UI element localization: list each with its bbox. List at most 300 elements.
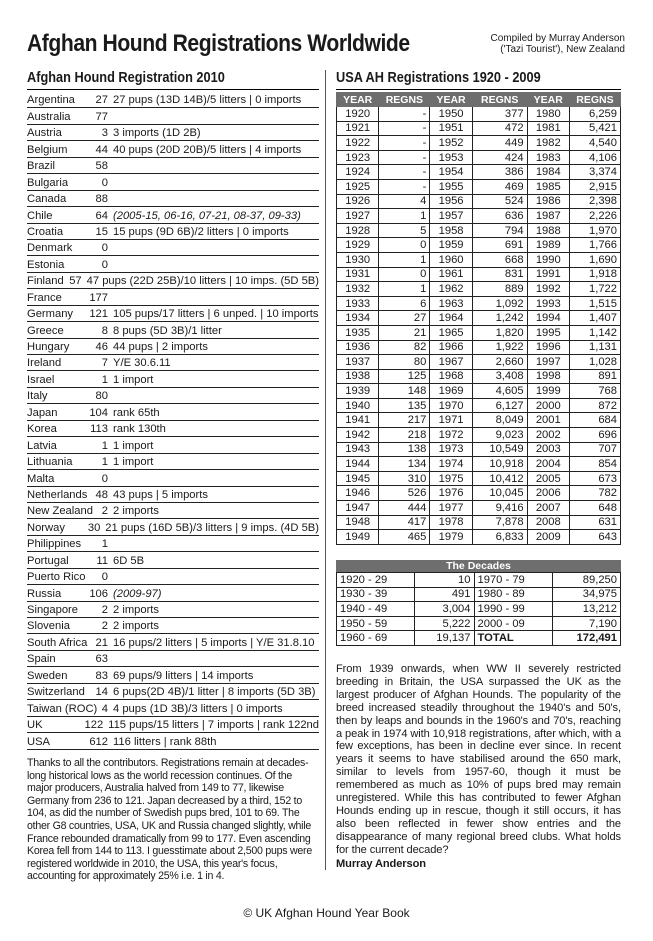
year-cell: 1958 bbox=[430, 223, 472, 238]
decade-total: 7,190 bbox=[552, 616, 620, 631]
table-row bbox=[337, 384, 621, 399]
year-cell: 1964 bbox=[430, 311, 472, 326]
registrations-cell: 2,398 bbox=[569, 194, 620, 209]
year-cell: 1926 bbox=[337, 194, 379, 209]
country-row bbox=[27, 92, 319, 108]
column-header: REGNS bbox=[472, 93, 527, 107]
right-heading-rule bbox=[336, 89, 621, 90]
registrations-cell: 386 bbox=[472, 165, 527, 180]
year-cell: 2004 bbox=[527, 457, 569, 472]
registrations-cell: 1,722 bbox=[569, 282, 620, 297]
country-detail: 6D 5B bbox=[113, 554, 145, 567]
registrations-cell: 1 bbox=[379, 209, 430, 224]
registrations-cell: 891 bbox=[569, 369, 620, 384]
table-row bbox=[337, 121, 621, 136]
registrations-cell: 648 bbox=[569, 501, 620, 516]
registrations-cell: 469 bbox=[472, 179, 527, 194]
year-cell: 1952 bbox=[430, 136, 472, 151]
country-count: 58 bbox=[95, 160, 108, 173]
table-row bbox=[337, 296, 621, 311]
registrations-cell: 10,412 bbox=[472, 471, 527, 486]
country-name: UK bbox=[27, 719, 43, 732]
country-name: Japan bbox=[27, 406, 58, 419]
country-count: 46 bbox=[95, 341, 108, 353]
country-detail: 1 import bbox=[113, 373, 154, 386]
year-cell: 1934 bbox=[337, 311, 379, 326]
registrations-cell: 6,259 bbox=[569, 107, 620, 122]
country-name: Greece bbox=[27, 324, 64, 337]
usa-registrations-heading: USA AH Registrations 1920 - 2009 bbox=[336, 70, 541, 86]
registrations-cell: 1,970 bbox=[569, 223, 620, 238]
registrations-cell: 8,049 bbox=[472, 413, 527, 428]
year-cell: 2005 bbox=[527, 471, 569, 486]
country-detail: 44 pups | 2 imports bbox=[113, 341, 208, 353]
usa-table-body bbox=[337, 107, 621, 545]
country-detail: (2005-15, 06-16, 07-21, 08-37, 09-33) bbox=[113, 209, 301, 222]
table-row bbox=[337, 530, 621, 545]
table-row bbox=[337, 179, 621, 194]
year-cell: 1946 bbox=[337, 486, 379, 501]
registrations-cell: - bbox=[379, 121, 430, 136]
registrations-cell: 2,226 bbox=[569, 209, 620, 224]
registrations-cell: 668 bbox=[472, 252, 527, 267]
left-heading-rule bbox=[27, 89, 319, 90]
decade-label: 1930 - 39 bbox=[337, 587, 415, 602]
registrations-cell: 1 bbox=[379, 252, 430, 267]
table-row bbox=[337, 486, 621, 501]
country-row bbox=[27, 174, 319, 190]
registrations-cell: - bbox=[379, 150, 430, 165]
country-detail: 21 pups (16D 5B)/3 litters | 9 imps. (4D 5B) bbox=[105, 521, 319, 534]
country-name: Austria bbox=[27, 127, 62, 140]
country-count: 0 bbox=[101, 472, 108, 485]
decade-label: 1990 - 99 bbox=[474, 602, 552, 617]
country-count: 122 bbox=[84, 719, 104, 732]
registrations-cell: 80 bbox=[379, 355, 430, 370]
country-row bbox=[27, 273, 319, 289]
registrations-cell: 854 bbox=[569, 457, 620, 472]
year-cell: 1982 bbox=[527, 136, 569, 151]
country-count: 0 bbox=[101, 176, 108, 189]
year-cell: 1962 bbox=[430, 282, 472, 297]
country-row bbox=[27, 240, 319, 256]
registrations-cell: 6 bbox=[379, 296, 430, 311]
year-cell: 1954 bbox=[430, 165, 472, 180]
country-row bbox=[27, 421, 319, 437]
country-name: France bbox=[27, 291, 62, 304]
year-cell: 1949 bbox=[337, 530, 379, 545]
year-cell: 1977 bbox=[430, 501, 472, 516]
country-row bbox=[27, 141, 319, 157]
decades-table bbox=[336, 572, 621, 646]
country-detail: 43 pups | 5 imports bbox=[113, 488, 208, 501]
country-row bbox=[27, 125, 319, 141]
country-name: Switzerland bbox=[27, 686, 85, 699]
table-row bbox=[337, 457, 621, 472]
table-row bbox=[337, 282, 621, 297]
column-divider bbox=[325, 70, 326, 870]
decade-label: 1980 - 89 bbox=[474, 587, 552, 602]
year-cell: 1942 bbox=[337, 428, 379, 443]
year-cell: 1922 bbox=[337, 136, 379, 151]
decade-total: 34,975 bbox=[552, 587, 620, 602]
country-row bbox=[27, 108, 319, 124]
country-count: 0 bbox=[101, 242, 108, 255]
registrations-cell: - bbox=[379, 136, 430, 151]
decades-title: The Decades bbox=[336, 560, 621, 572]
year-cell: 2007 bbox=[527, 501, 569, 516]
year-cell: 1953 bbox=[430, 150, 472, 165]
country-detail: 116 litters | rank 88th bbox=[113, 735, 217, 748]
year-cell: 2008 bbox=[527, 515, 569, 530]
registrations-cell: 218 bbox=[379, 428, 430, 443]
country-count: 2 bbox=[101, 505, 108, 518]
country-count: 15 bbox=[95, 225, 108, 238]
country-detail: 1 import bbox=[113, 439, 154, 452]
country-row bbox=[27, 256, 319, 272]
country-count: 2 bbox=[101, 620, 108, 633]
year-cell: 1930 bbox=[337, 252, 379, 267]
country-row bbox=[27, 717, 319, 733]
registrations-cell: 10,918 bbox=[472, 457, 527, 472]
country-name: Sweden bbox=[27, 669, 68, 682]
country-name: Taiwan (ROC) bbox=[27, 702, 98, 715]
year-cell: 1927 bbox=[337, 209, 379, 224]
registrations-cell: 872 bbox=[569, 398, 620, 413]
decade-row bbox=[337, 631, 621, 646]
year-cell: 1938 bbox=[337, 369, 379, 384]
table-row bbox=[337, 398, 621, 413]
decade-label: 1920 - 29 bbox=[337, 573, 415, 588]
table-row bbox=[337, 107, 621, 122]
compiled-by bbox=[445, 33, 625, 55]
country-name: Germany bbox=[27, 308, 74, 321]
registrations-cell: 684 bbox=[569, 413, 620, 428]
registrations-cell: 135 bbox=[379, 398, 430, 413]
year-cell: 2006 bbox=[527, 486, 569, 501]
registrations-cell: 4 bbox=[379, 194, 430, 209]
usa-commentary-text: From 1939 onwards, when WW II severely restricted breeding in Britain, the USA surpassed the UK as the largest producer of Afghan Hounds. The popularity of the breed increased steadily throughout the 1940's and 50's, then by leaps and bounds in the 1960's and 70's, reaching a peak in 1974 with 10,918 registrations, after which, with a few exceptions, has been in decline ever since. In recent years it seems to have stabilised around the 650 mark, similar to levels from 1957-60, though it must be remembered as much as 10% of pups bred may remain unregistered. While this has contributed to fewer Afghan Hounds ending up in rescue, though it still occurs, it has also been reflected in fewer show entries and the disappearance of many regional breed clubs. What holds for the current decade? bbox=[336, 663, 621, 856]
year-cell: 2001 bbox=[527, 413, 569, 428]
country-row bbox=[27, 487, 319, 503]
country-count: 88 bbox=[95, 193, 108, 206]
year-cell: 1933 bbox=[337, 296, 379, 311]
year-cell: 2003 bbox=[527, 442, 569, 457]
country-name: Puerto Rico bbox=[27, 571, 86, 584]
country-name: Bulgaria bbox=[27, 176, 69, 189]
country-name: Lithuania bbox=[27, 456, 73, 469]
table-row bbox=[337, 267, 621, 282]
registrations-cell: 138 bbox=[379, 442, 430, 457]
year-cell: 1966 bbox=[430, 340, 472, 355]
year-cell: 1940 bbox=[337, 398, 379, 413]
registrations-cell: 4,106 bbox=[569, 150, 620, 165]
country-row bbox=[27, 684, 319, 700]
country-detail: 15 pups (9D 6B)/2 litters | 0 imports bbox=[113, 225, 289, 238]
registrations-cell: 2,660 bbox=[472, 355, 527, 370]
year-cell: 1973 bbox=[430, 442, 472, 457]
registrations-cell: 217 bbox=[379, 413, 430, 428]
country-detail: 16 pups/2 litters | 5 imports | Y/E 31.8.10 bbox=[113, 636, 315, 649]
country-count: 80 bbox=[95, 390, 108, 403]
country-count: 177 bbox=[89, 291, 108, 304]
decade-total: 13,212 bbox=[552, 602, 620, 617]
year-cell: 1963 bbox=[430, 296, 472, 311]
registrations-cell: 1,820 bbox=[472, 325, 527, 340]
usa-registrations-table bbox=[336, 92, 621, 545]
registrations-cell: 1,131 bbox=[569, 340, 620, 355]
decade-label: 1940 - 49 bbox=[337, 602, 415, 617]
decade-total: 89,250 bbox=[552, 573, 620, 588]
right-commentary bbox=[336, 663, 621, 871]
column-header: REGNS bbox=[569, 93, 620, 107]
decade-row bbox=[337, 616, 621, 631]
country-count: 612 bbox=[89, 735, 108, 748]
registrations-cell: 3,408 bbox=[472, 369, 527, 384]
country-count: 27 bbox=[95, 94, 108, 107]
year-cell: 1986 bbox=[527, 194, 569, 209]
country-count: 104 bbox=[89, 406, 108, 419]
country-row bbox=[27, 503, 319, 519]
year-cell: 1987 bbox=[527, 209, 569, 224]
country-row bbox=[27, 158, 319, 174]
country-detail: 4 pups (1D 3B)/3 litters | 0 imports bbox=[113, 702, 283, 715]
year-cell: 1925 bbox=[337, 179, 379, 194]
country-count: 4 bbox=[101, 702, 108, 715]
year-cell: 1992 bbox=[527, 282, 569, 297]
year-cell: 1979 bbox=[430, 530, 472, 545]
year-cell: 1985 bbox=[527, 179, 569, 194]
registrations-cell: 1,242 bbox=[472, 311, 527, 326]
year-cell: 1951 bbox=[430, 121, 472, 136]
country-row bbox=[27, 355, 319, 371]
decade-label: 1960 - 69 bbox=[337, 631, 415, 646]
country-name: South Africa bbox=[27, 636, 88, 649]
column-header: YEAR bbox=[430, 93, 472, 107]
registrations-cell: 5 bbox=[379, 223, 430, 238]
year-cell: 1968 bbox=[430, 369, 472, 384]
country-name: Israel bbox=[27, 373, 55, 386]
country-row bbox=[27, 667, 319, 683]
decade-row bbox=[337, 573, 621, 588]
country-detail: rank 65th bbox=[113, 406, 160, 419]
country-name: Slovenia bbox=[27, 620, 70, 633]
year-cell: 1995 bbox=[527, 325, 569, 340]
registrations-cell: 1,690 bbox=[569, 252, 620, 267]
registrations-cell: 831 bbox=[472, 267, 527, 282]
country-name: Portugal bbox=[27, 554, 69, 567]
country-detail: 40 pups (20D 20B)/5 litters | 4 imports bbox=[113, 143, 302, 156]
registrations-cell: 1,515 bbox=[569, 296, 620, 311]
country-name: Chile bbox=[27, 209, 53, 222]
country-row bbox=[27, 602, 319, 618]
registrations-cell: 5,421 bbox=[569, 121, 620, 136]
registrations-cell: 1,922 bbox=[472, 340, 527, 355]
usa-table-header bbox=[337, 93, 621, 107]
country-row bbox=[27, 437, 319, 453]
country-name: Netherlands bbox=[27, 488, 88, 501]
registrations-cell: 10,045 bbox=[472, 486, 527, 501]
table-row bbox=[337, 355, 621, 370]
table-row bbox=[337, 325, 621, 340]
decade-total: 5,222 bbox=[415, 616, 474, 631]
country-row bbox=[27, 371, 319, 387]
year-cell: 1999 bbox=[527, 384, 569, 399]
registrations-cell: 636 bbox=[472, 209, 527, 224]
country-count: 21 bbox=[95, 636, 108, 649]
year-cell: 1980 bbox=[527, 107, 569, 122]
table-row bbox=[337, 209, 621, 224]
country-name: Denmark bbox=[27, 242, 73, 255]
registrations-cell: 1,918 bbox=[569, 267, 620, 282]
decade-total: 10 bbox=[415, 573, 474, 588]
year-cell: 1983 bbox=[527, 150, 569, 165]
decade-row bbox=[337, 587, 621, 602]
year-cell: 2000 bbox=[527, 398, 569, 413]
year-cell: 1948 bbox=[337, 515, 379, 530]
decade-row bbox=[337, 602, 621, 617]
registrations-cell: 449 bbox=[472, 136, 527, 151]
registrations-cell: 472 bbox=[472, 121, 527, 136]
country-name: Brazil bbox=[27, 160, 55, 173]
year-cell: 1967 bbox=[430, 355, 472, 370]
year-cell: 1959 bbox=[430, 238, 472, 253]
year-cell: 1935 bbox=[337, 325, 379, 340]
table-row bbox=[337, 369, 621, 384]
table-row bbox=[337, 194, 621, 209]
country-registration-table bbox=[27, 92, 319, 750]
registrations-cell: 6,127 bbox=[472, 398, 527, 413]
country-detail: 27 pups (13D 14B)/5 litters | 0 imports bbox=[113, 94, 302, 107]
country-count: 7 bbox=[101, 357, 108, 370]
registrations-cell: 27 bbox=[379, 311, 430, 326]
decade-total: 3,004 bbox=[415, 602, 474, 617]
column-header: REGNS bbox=[379, 93, 430, 107]
country-name: Singapore bbox=[27, 604, 79, 616]
country-name: Croatia bbox=[27, 225, 64, 238]
year-cell: 1955 bbox=[430, 179, 472, 194]
year-cell: 1939 bbox=[337, 384, 379, 399]
registrations-cell: 444 bbox=[379, 501, 430, 516]
decade-total: 491 bbox=[415, 587, 474, 602]
registrations-cell: 82 bbox=[379, 340, 430, 355]
registrations-cell: 0 bbox=[379, 267, 430, 282]
country-row bbox=[27, 519, 319, 535]
registrations-cell: 2,915 bbox=[569, 179, 620, 194]
year-cell: 1969 bbox=[430, 384, 472, 399]
registration-2010-heading: Afghan Hound Registration 2010 bbox=[27, 70, 225, 86]
country-count: 113 bbox=[90, 423, 108, 436]
country-detail: 2 imports bbox=[113, 505, 160, 518]
country-count: 121 bbox=[89, 308, 108, 321]
country-name: Belgium bbox=[27, 143, 68, 156]
country-count: 57 bbox=[69, 275, 82, 288]
page-title: Afghan Hound Registrations Worldwide bbox=[27, 30, 410, 57]
country-name: Finland bbox=[27, 275, 64, 288]
registrations-cell: 643 bbox=[569, 530, 620, 545]
year-cell: 1956 bbox=[430, 194, 472, 209]
country-count: 64 bbox=[95, 209, 108, 222]
registrations-cell: 4,540 bbox=[569, 136, 620, 151]
year-cell: 1941 bbox=[337, 413, 379, 428]
year-cell: 1994 bbox=[527, 311, 569, 326]
registrations-cell: 794 bbox=[472, 223, 527, 238]
registrations-cell: 782 bbox=[569, 486, 620, 501]
year-cell: 1972 bbox=[430, 428, 472, 443]
year-cell: 1937 bbox=[337, 355, 379, 370]
country-name: New Zealand bbox=[27, 505, 93, 518]
year-cell: 1931 bbox=[337, 267, 379, 282]
country-detail: 8 pups (5D 3B)/1 litter bbox=[113, 324, 222, 337]
footer-copyright: © UK Afghan Hound Year Book bbox=[243, 906, 410, 920]
year-cell: 1936 bbox=[337, 340, 379, 355]
year-cell: 1957 bbox=[430, 209, 472, 224]
country-row bbox=[27, 388, 319, 404]
table-row bbox=[337, 150, 621, 165]
country-row bbox=[27, 618, 319, 634]
country-name: USA bbox=[27, 735, 51, 748]
registrations-cell: - bbox=[379, 179, 430, 194]
author-signature: Murray Anderson bbox=[336, 857, 426, 870]
country-count: 3 bbox=[101, 127, 108, 140]
country-row bbox=[27, 289, 319, 305]
year-cell: 1989 bbox=[527, 238, 569, 253]
registrations-cell: 0 bbox=[379, 238, 430, 253]
country-row bbox=[27, 306, 319, 322]
year-cell: 1923 bbox=[337, 150, 379, 165]
registrations-cell: 1,028 bbox=[569, 355, 620, 370]
country-row bbox=[27, 322, 319, 338]
country-row bbox=[27, 585, 319, 601]
registrations-cell: 691 bbox=[472, 238, 527, 253]
country-name: Russia bbox=[27, 587, 62, 600]
country-name: Australia bbox=[27, 110, 71, 123]
decade-total: 172,491 bbox=[552, 631, 620, 646]
registrations-cell: 9,023 bbox=[472, 428, 527, 443]
country-detail: 47 pups (22D 25B)/10 litters | 10 imps. (5D 5B) bbox=[86, 275, 319, 288]
table-row bbox=[337, 501, 621, 516]
country-count: 1 bbox=[101, 538, 108, 551]
table-row bbox=[337, 471, 621, 486]
country-name: Korea bbox=[27, 423, 57, 436]
country-name: Latvia bbox=[27, 439, 57, 452]
column-header: YEAR bbox=[527, 93, 569, 107]
decade-label: TOTAL bbox=[474, 631, 552, 646]
year-cell: 1988 bbox=[527, 223, 569, 238]
registrations-cell: 3,374 bbox=[569, 165, 620, 180]
country-name: Hungary bbox=[27, 341, 70, 353]
registrations-cell: 707 bbox=[569, 442, 620, 457]
registrations-cell: 21 bbox=[379, 325, 430, 340]
country-row bbox=[27, 224, 319, 240]
registrations-cell: 377 bbox=[472, 107, 527, 122]
table-row bbox=[337, 515, 621, 530]
country-name: Norway bbox=[27, 521, 65, 534]
registrations-cell: 310 bbox=[379, 471, 430, 486]
year-cell: 1960 bbox=[430, 252, 472, 267]
registrations-cell: 148 bbox=[379, 384, 430, 399]
country-count: 106 bbox=[89, 587, 108, 600]
country-detail: 2 imports bbox=[113, 604, 160, 616]
decade-label: 2000 - 09 bbox=[474, 616, 552, 631]
year-cell: 1921 bbox=[337, 121, 379, 136]
registrations-cell: 1,766 bbox=[569, 238, 620, 253]
registrations-cell: 889 bbox=[472, 282, 527, 297]
decade-label: 1950 - 59 bbox=[337, 616, 415, 631]
compiled-line-2: ('Tazi Tourist'), New Zealand bbox=[500, 44, 625, 55]
country-count: 44 bbox=[95, 143, 108, 156]
table-row bbox=[337, 136, 621, 151]
